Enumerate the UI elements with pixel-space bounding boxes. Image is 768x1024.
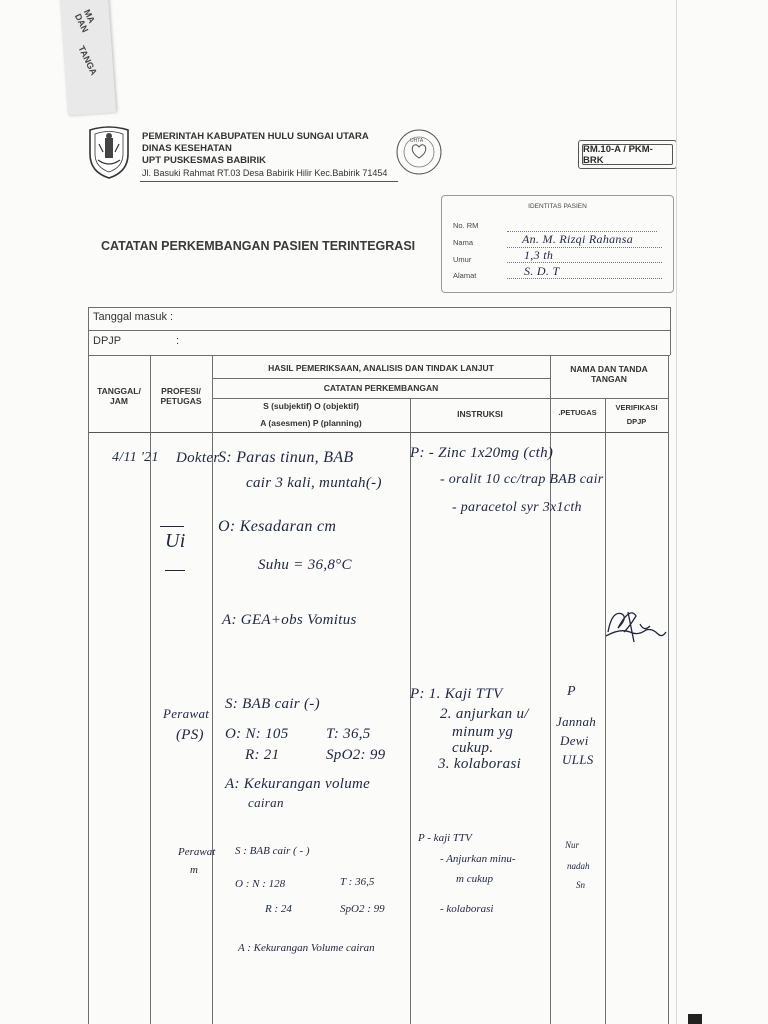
entry-date: 4/11 '21 xyxy=(112,450,159,465)
identity-label-alamat: Alamat xyxy=(453,271,477,280)
entry-instruksi-line: - kolaborasi xyxy=(440,903,494,915)
entry-profesi: m xyxy=(190,864,198,876)
entry-petugas: ULLS xyxy=(562,752,594,767)
entry-instruksi-line: - Anjurkan minu- xyxy=(440,853,516,865)
folded-corner-text: MA DAN xyxy=(72,7,97,34)
entry-soap-line: A: GEA+obs Vomitus xyxy=(222,612,357,628)
puskesmas-seal-logo xyxy=(395,128,443,176)
identity-value-alamat: S. D. T xyxy=(524,264,560,278)
col-profesi-line1: PROFESI/ xyxy=(161,386,201,396)
entry-soap-line: O: Kesadaran cm xyxy=(218,518,337,535)
table-border xyxy=(605,398,606,1024)
page-edge-shadow xyxy=(676,0,677,1024)
instruksi-header: INSTRUKSI xyxy=(457,409,503,419)
dpjp-colon: : xyxy=(176,335,180,347)
gov-line-address: Jl. Basuki Rahmat RT.03 Desa Babirik Hilir Kec.Babirik 71454 xyxy=(142,168,388,178)
entry-soap-line: T: 36,5 xyxy=(326,726,371,742)
entry-soap-line: O: N: 105 xyxy=(225,726,289,742)
entry-instruksi-line: minum yg xyxy=(452,724,514,740)
gov-line-2: DINAS KESEHATAN xyxy=(142,143,232,154)
entry-petugas: Dewi xyxy=(560,733,589,748)
soap-header-line1: S (subjektif) O (objektif) xyxy=(263,401,359,411)
identity-label-no-rm: No. RM xyxy=(453,221,479,230)
entry-soap-line: cairan xyxy=(248,795,284,810)
verifikasi-header xyxy=(605,403,668,426)
col-profesi-header xyxy=(150,386,212,406)
identity-line xyxy=(507,278,662,279)
entry-petugas: Nur xyxy=(565,840,580,850)
table-border xyxy=(88,432,668,433)
table-border xyxy=(88,307,670,308)
nama-ttd-header xyxy=(550,364,668,384)
entry-soap-line: cair 3 kali, muntah(-) xyxy=(246,475,382,491)
entry-soap-line: SpO2: 99 xyxy=(326,747,386,763)
form-code-box xyxy=(578,140,677,169)
header-rule xyxy=(140,181,398,182)
paraf-stroke xyxy=(160,526,184,527)
folded-corner-text: TANGA xyxy=(76,44,100,77)
entry-soap-line: S: BAB cair (-) xyxy=(225,696,320,712)
table-border xyxy=(88,307,89,1024)
col-tanggal-line1: TANGGAL/ xyxy=(97,386,141,396)
scan-mark xyxy=(688,1014,702,1024)
nama-ttd-line1: NAMA DAN TANDA xyxy=(570,364,648,374)
entry-soap-line: T : 36,5 xyxy=(340,876,375,888)
petugas-header: .PETUGAS xyxy=(558,408,597,417)
entry-petugas: Jannah xyxy=(556,714,597,729)
entry-profesi: Dokter xyxy=(176,450,220,466)
entry-instruksi-line: P: 1. Kaji TTV xyxy=(410,686,503,702)
col-tanggal-line2: JAM xyxy=(110,396,128,406)
gov-line-1: PEMERINTAH KABUPATEN HULU SUNGAI UTARA xyxy=(142,131,369,142)
verifikasi-line1: VERIFIKASI xyxy=(615,403,658,412)
soap-header-line2: A (asesmen) P (planning) xyxy=(260,418,362,428)
entry-instruksi-line: - paracetol syr 3x1cth xyxy=(452,500,582,515)
identity-value-nama: An. M. Rizqi Rahansa xyxy=(522,232,633,246)
form-title: CATATAN PERKEMBANGAN PASIEN TERINTEGRASI xyxy=(101,239,416,253)
entry-soap-line: S : BAB cair ( - ) xyxy=(235,845,310,857)
entry-instruksi-line: cukup. xyxy=(452,740,494,756)
entry-soap-line: SpO2 : 99 xyxy=(340,903,385,915)
tanggal-masuk-label: Tanggal masuk : xyxy=(93,311,174,323)
entry-profesi: (PS) xyxy=(176,727,204,743)
entry-soap-line: Suhu = 36,8°C xyxy=(258,557,352,573)
entry-instruksi-line: P - kaji TTV xyxy=(418,832,472,844)
patient-identity-box xyxy=(441,195,674,293)
entry-petugas: P xyxy=(567,684,576,699)
table-border xyxy=(212,398,668,399)
entry-instruksi-line: 3. kolaborasi xyxy=(438,756,522,772)
catatan-header: CATATAN PERKEMBANGAN xyxy=(323,383,439,393)
entry-soap-line: R : 24 xyxy=(265,903,292,915)
identity-value-umur: 1,3 th xyxy=(524,248,554,262)
entry-soap-line: A: Kekurangan volume xyxy=(225,776,371,792)
entry-soap-line: S: Paras tinun, BAB xyxy=(218,449,354,466)
entry-paraf: Ui xyxy=(165,530,186,552)
entry-petugas: Sn xyxy=(576,880,585,890)
nama-ttd-line2: TANGAN xyxy=(591,374,627,384)
gov-line-3: UPT PUSKESMAS BABIRIK xyxy=(142,155,267,166)
table-border xyxy=(668,355,669,1024)
dpjp-label: DPJP xyxy=(93,335,122,347)
entry-instruksi-line: 2. anjurkan u/ xyxy=(440,706,529,722)
identity-line xyxy=(507,262,662,263)
seal-text: UHTA xyxy=(410,138,424,144)
table-border xyxy=(88,330,670,331)
col-profesi-line2: PETUGAS xyxy=(160,396,202,406)
table-border xyxy=(88,355,670,356)
entry-petugas: nadah xyxy=(567,861,590,871)
identity-title: IDENTITAS PASIEN xyxy=(528,203,587,210)
entry-soap-line: O : N : 128 xyxy=(235,878,286,890)
dpjp-signature xyxy=(600,602,670,652)
identity-label-nama: Nama xyxy=(453,238,474,247)
identity-label-umur: Umur xyxy=(453,255,472,264)
hasil-header: HASIL PEMERIKSAAN, ANALISIS DAN TINDAK LANJUT xyxy=(268,363,494,373)
col-tanggal-header xyxy=(88,386,150,406)
table-border xyxy=(670,307,671,355)
folded-corner xyxy=(60,0,116,116)
table-border xyxy=(410,398,411,1024)
form-code: RM.10-A / PKM-BRK xyxy=(582,144,673,165)
entry-soap-line: A : Kekurangan Volume cairan xyxy=(238,942,375,954)
table-border xyxy=(212,378,550,379)
entry-instruksi-line: - oralit 10 cc/trap BAB cair xyxy=(440,472,604,487)
entry-instruksi-line: m cukup xyxy=(456,873,493,885)
paraf-stroke xyxy=(165,570,185,571)
entry-soap-line: R: 21 xyxy=(245,747,280,763)
entry-profesi: Perawat xyxy=(163,706,210,721)
entry-profesi: Perawat xyxy=(178,846,216,858)
kabupaten-seal-logo xyxy=(86,124,132,185)
verifikasi-line2: DPJP xyxy=(626,417,647,426)
entry-instruksi-line: P: - Zinc 1x20mg (cth) xyxy=(410,445,554,461)
